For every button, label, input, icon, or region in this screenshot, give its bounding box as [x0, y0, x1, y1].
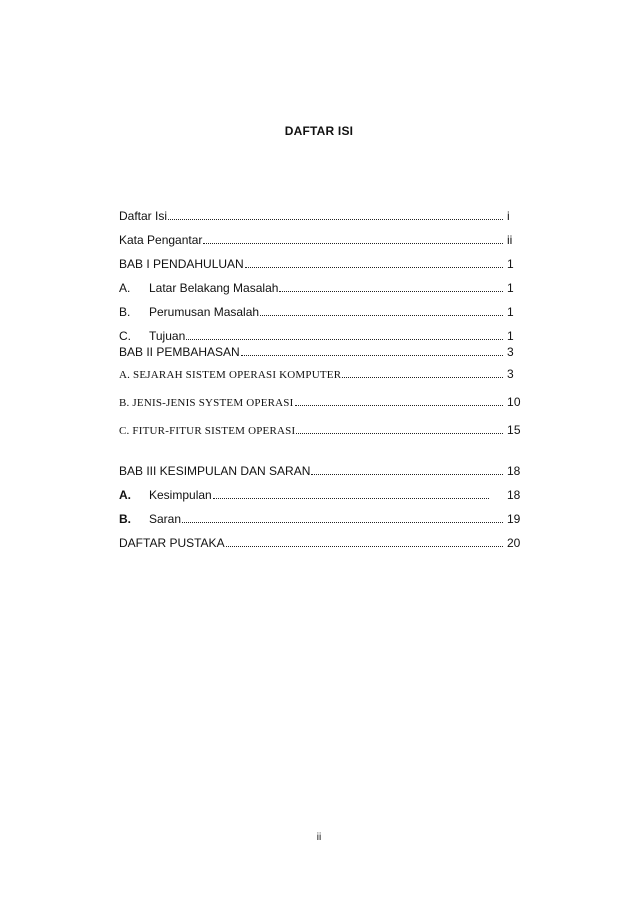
toc-entry-text: B. JENIS-JENIS SYSTEM OPERASI	[119, 397, 294, 409]
toc-entry-text: Kata Pengantar	[119, 233, 203, 247]
dot-leader	[245, 258, 503, 268]
toc-entry-page: 1	[507, 329, 514, 343]
toc-entry-saran	[119, 512, 525, 528]
toc-entry-bab-2	[119, 345, 525, 361]
dot-leader	[279, 282, 503, 292]
toc-entry-latar-belakang	[119, 281, 525, 297]
toc-entry-text: Perumusan Masalah	[149, 305, 260, 319]
toc-entry-kata-pengantar	[119, 233, 525, 249]
dot-leader	[260, 306, 503, 316]
dot-leader	[295, 396, 504, 406]
dot-leader	[296, 424, 503, 434]
toc-entry-bab-3	[119, 464, 525, 480]
toc-entry-number: B.	[119, 512, 131, 526]
toc-entry-page: 1	[507, 281, 514, 295]
page-number: ii	[316, 832, 322, 843]
dot-leader	[342, 368, 503, 378]
toc-entry-text: DAFTAR PUSTAKA	[119, 536, 225, 550]
toc-entry-jenis-system-operasi	[119, 395, 525, 411]
toc-entry-perumusan-masalah	[119, 305, 525, 321]
toc-entry-page: i	[507, 209, 510, 223]
toc-entry-text: BAB II PEMBAHASAN	[119, 345, 240, 359]
dot-leader	[168, 210, 503, 220]
dot-leader	[182, 513, 503, 523]
toc-entry-page: 19	[507, 512, 521, 526]
dot-leader	[241, 346, 503, 356]
dot-leader	[203, 234, 503, 244]
toc-entry-kesimpulan	[119, 488, 525, 504]
toc-entry-fitur-sistem-operasi	[119, 423, 525, 439]
toc-entry-text: Kesimpulan	[149, 488, 212, 502]
toc-entry-text: Latar Belakang Masalah	[149, 281, 279, 295]
dot-leader	[311, 465, 503, 475]
toc-entry-tujuan	[119, 329, 525, 345]
toc-entry-page: ii	[507, 233, 513, 247]
dot-leader	[213, 489, 489, 499]
toc-entry-text: Daftar Isi	[119, 209, 168, 223]
toc-entry-text: Tujuan	[149, 329, 186, 343]
toc-entry-page: 18	[507, 488, 521, 502]
dot-leader	[226, 537, 503, 547]
dot-leader	[186, 330, 503, 340]
toc-entry-number: A.	[119, 488, 131, 502]
toc-entry-daftar-pustaka	[119, 536, 525, 552]
toc-entry-text: BAB I PENDAHULUAN	[119, 257, 244, 271]
page-title: DAFTAR ISI	[284, 124, 354, 138]
toc-entry-text: BAB III KESIMPULAN DAN SARAN	[119, 464, 311, 478]
toc-entry-page: 10	[507, 395, 521, 409]
toc-entry-text: C. FITUR-FITUR SISTEM OPERASI	[119, 425, 296, 437]
toc-entry-text: A. SEJARAH SISTEM OPERASI KOMPUTER	[119, 369, 342, 381]
toc-entry-number: A.	[119, 281, 131, 295]
toc-entry-bab-1	[119, 257, 525, 273]
toc-entry-page: 18	[507, 464, 521, 478]
toc-entry-text: Saran	[149, 512, 182, 526]
toc-entry-page: 3	[507, 345, 514, 359]
toc-entry-daftar-isi	[119, 209, 525, 225]
toc-entry-number: B.	[119, 305, 131, 319]
toc-entry-page: 3	[507, 367, 514, 381]
toc-entry-number: C.	[119, 329, 131, 343]
toc-entry-page: 1	[507, 305, 514, 319]
toc-entry-sejarah-sistem-operasi	[119, 367, 525, 383]
toc-entry-page: 20	[507, 536, 521, 550]
toc-entry-page: 1	[507, 257, 514, 271]
toc-entry-page: 15	[507, 423, 521, 437]
